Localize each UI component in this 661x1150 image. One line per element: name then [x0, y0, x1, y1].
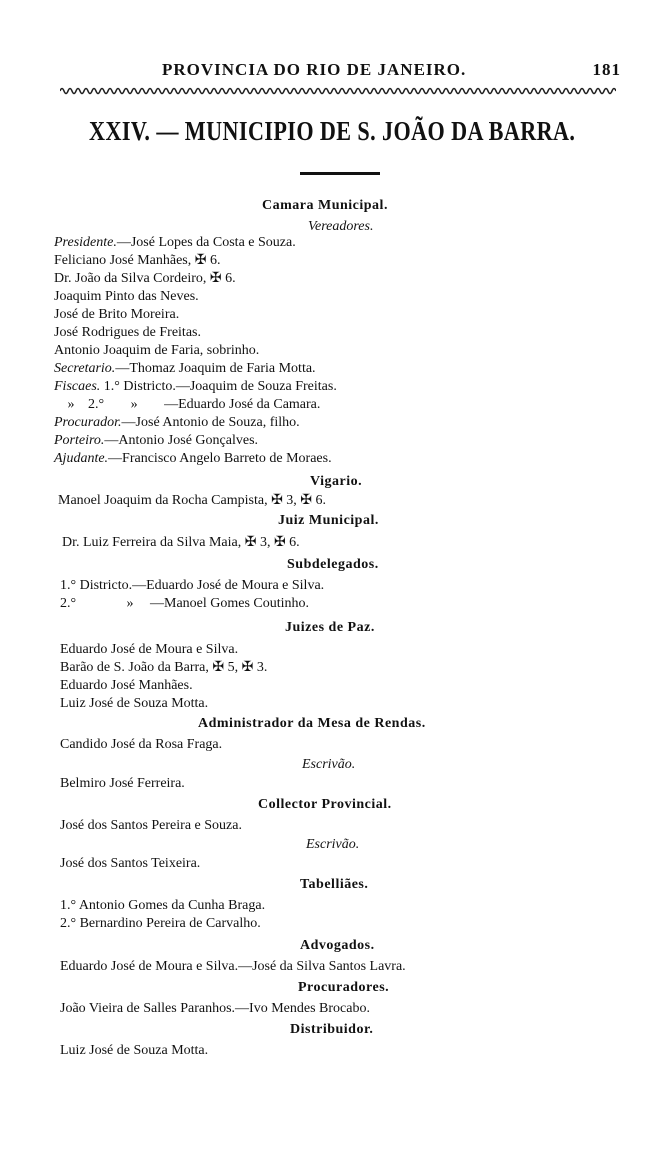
vereadores-subheading: Vereadores. [308, 219, 374, 234]
presidente-text: —José Lopes da Costa e Souza. [116, 235, 296, 250]
chapter-rule [300, 172, 380, 175]
chapter-title: XXIV. — MUNICIPIO DE S. JOÃO DA BARRA. [89, 116, 576, 146]
distribuidor-heading: Distribuidor. [290, 1022, 374, 1037]
mesa-rendas-escrivao-name: Belmiro José Ferreira. [60, 776, 185, 791]
juiz-municipal-text: Dr. Luiz Ferreira da Silva Maia, ✠ 3, ✠ 6. [62, 535, 300, 550]
advogados-text: Eduardo José de Moura e Silva.—José da Silva Santos Lavra. [60, 959, 406, 974]
ditto-mark: » [130, 397, 138, 412]
collector-escrivao-label: Escrivão. [306, 837, 360, 852]
juiz-paz-item: Eduardo José de Moura e Silva. [60, 642, 239, 657]
mesa-rendas-heading: Administrador da Mesa de Rendas. [198, 716, 426, 731]
collector-escrivao-name: José dos Santos Teixeira. [60, 856, 201, 871]
juiz-municipal-heading: Juiz Municipal. [278, 513, 379, 528]
porteiro-text: —Antonio José Gonçalves. [104, 433, 259, 448]
page-number: 181 [592, 60, 621, 79]
tabelliaes-heading: Tabelliães. [300, 877, 369, 892]
procurador-label: Procurador. [54, 415, 122, 430]
juizes-paz-heading: Juizes de Paz. [285, 620, 375, 635]
vereador-item: Joaquim Pinto das Neves. [54, 289, 199, 304]
fiscaes-line-1 [54, 379, 337, 395]
procuradores-text: João Vieira de Salles Paranhos.—Ivo Mendes Brocabo. [60, 1001, 370, 1016]
vereador-item: José de Brito Moreira. [54, 307, 180, 322]
subdelegado-line-1: 1.° Districto.—Eduardo José de Moura e Silva. [60, 578, 325, 593]
vereador-item: José Rodrigues de Freitas. [54, 325, 201, 340]
distribuidor-text: Luiz José de Souza Motta. [60, 1043, 209, 1058]
procurador-line [54, 415, 300, 431]
subdelegado-2-ordinal: 2.° [60, 596, 77, 611]
secretario-text: —Thomaz Joaquim de Faria Motta. [115, 361, 316, 376]
secretario-label: Secretario. [54, 361, 116, 376]
fiscaes-2-ordinal: 2.° [88, 397, 105, 412]
camara-heading: Camara Municipal. [262, 198, 388, 213]
advogados-heading: Advogados. [300, 938, 375, 953]
porteiro-line [54, 433, 258, 449]
vereador-item: Dr. João da Silva Cordeiro, ✠ 6. [54, 271, 236, 286]
fiscaes-label: Fiscaes. [54, 379, 101, 394]
vereador-item: Feliciano José Manhães, ✠ 6. [54, 253, 221, 268]
ajudante-line [54, 451, 332, 467]
running-head [150, 60, 621, 82]
subdelegado-line-2 [60, 596, 309, 612]
fiscaes-1-text: 1.° Districto.—Joaquim de Souza Freitas. [103, 379, 337, 394]
fiscaes-2-text: —Eduardo José da Camara. [164, 397, 321, 412]
fiscaes-line-2 [54, 397, 320, 413]
tabelliao-item: 2.° Bernardino Pereira de Carvalho. [60, 916, 261, 931]
secretario-line [54, 361, 316, 377]
porteiro-label: Porteiro. [54, 433, 105, 448]
ajudante-text: —Francisco Angelo Barreto de Moraes. [108, 451, 332, 466]
juiz-paz-item: Eduardo José Manhães. [60, 678, 193, 693]
vigario-heading: Vigario. [310, 474, 363, 489]
presidente-label: Presidente. [54, 235, 117, 250]
juiz-paz-item: Luiz José de Souza Motta. [60, 696, 209, 711]
ajudante-label: Ajudante. [54, 451, 109, 466]
collector-heading: Collector Provincial. [258, 797, 392, 812]
mesa-rendas-name: Candido José da Rosa Fraga. [60, 737, 223, 752]
subdelegado-2-text: —Manoel Gomes Coutinho. [150, 596, 310, 611]
procuradores-heading: Procuradores. [298, 980, 390, 995]
vereador-item: Antonio Joaquim de Faria, sobrinho. [54, 343, 260, 358]
running-head-title: PROVINCIA DO RIO DE JANEIRO. [162, 60, 467, 79]
tabelliao-item: 1.° Antonio Gomes da Cunha Braga. [60, 898, 266, 913]
procurador-text: —José Antonio de Souza, filho. [121, 415, 300, 430]
collector-name: José dos Santos Pereira e Souza. [60, 818, 242, 833]
subdelegados-heading: Subdelegados. [287, 557, 379, 572]
ditto-mark: » [126, 596, 134, 611]
ornament-rule [60, 86, 616, 96]
vigario-text: Manoel Joaquim da Rocha Campista, ✠ 3, ✠ 6. [58, 493, 327, 508]
mesa-rendas-escrivao-label: Escrivão. [302, 757, 356, 772]
presidente-line [54, 235, 296, 251]
ditto-mark: » [67, 397, 75, 412]
juiz-paz-item: Barão de S. João da Barra, ✠ 5, ✠ 3. [60, 660, 268, 675]
